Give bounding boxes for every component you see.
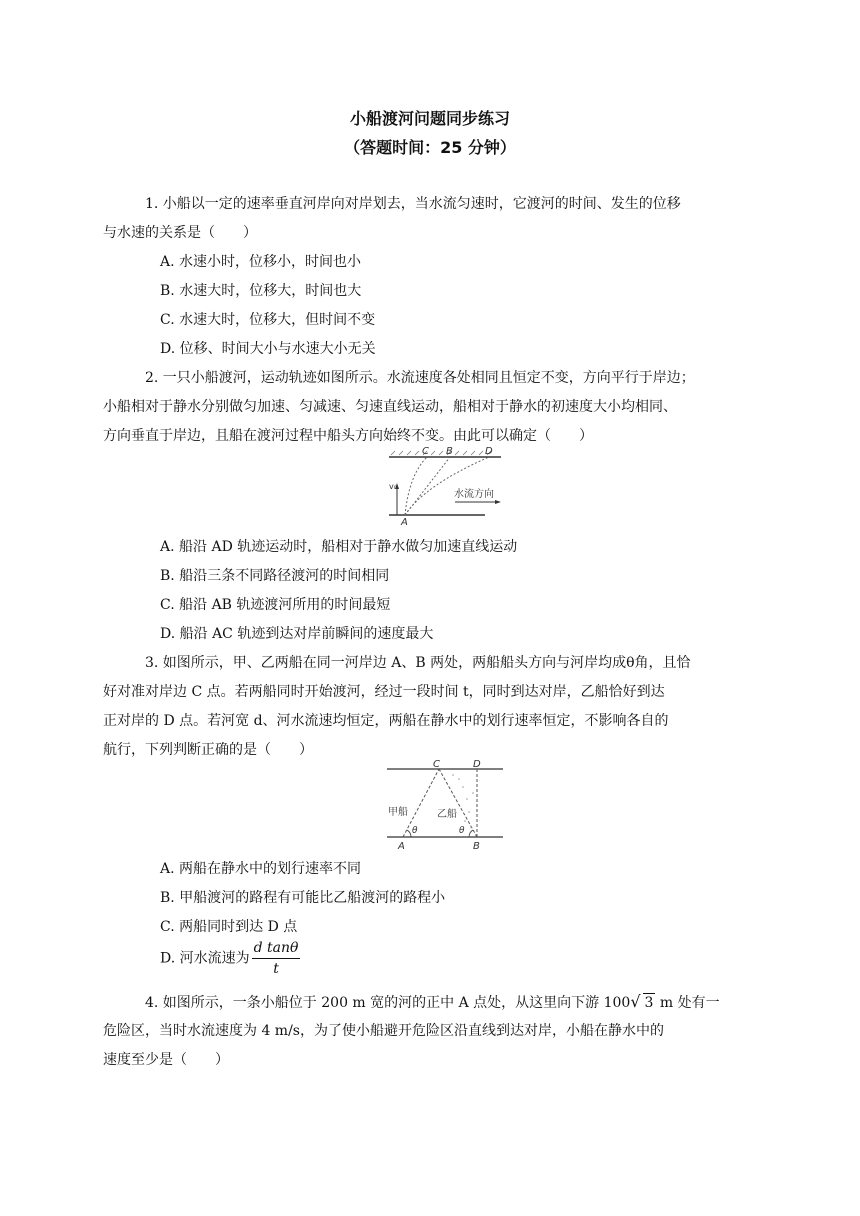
q3-fig-label-d: D [473, 759, 481, 770]
q3-fig-label-a: A [398, 841, 405, 852]
q2-fig-label-b: B [446, 446, 453, 457]
trajectory-ad [405, 457, 489, 515]
q3-option-d [160, 938, 300, 979]
q3-option-d-fraction [252, 938, 301, 979]
q3-option-d-denominator: t [273, 961, 279, 977]
q3-fig-label-jia: 甲船 [388, 807, 408, 818]
q3-option-d-prefix: D. 河水流速为 [160, 950, 250, 967]
q3-stem-line3: 正对岸的 D 点。若河宽 d、河水流速均恒定，两船在静水中的划行速率恒定，不影响各自的 [103, 713, 669, 729]
q2-fig-v0-label: v₀ [389, 482, 397, 491]
q1-option-d: D. 位移、时间大小与水速大小无关 [160, 341, 376, 357]
q2-stem-line2: 小船相对于静水分别做匀加速、匀减速、匀速直线运动，船相对于静水的初速度大小均相同、 [103, 399, 677, 415]
sqrt-icon: √ [630, 992, 641, 1011]
q4-stem-line3: 速度至少是（ ） [103, 1052, 229, 1068]
q1-stem-line2: 与水速的关系是（ ） [103, 225, 257, 241]
q3-fig-theta-a: θ [412, 826, 418, 836]
q2-fig-flow-label: 水流方向 [454, 489, 494, 500]
trajectory-ab [405, 457, 450, 515]
q2-stem-line1: 2. 一只小船渡河，运动轨迹如图所示。水流速度各处相同且恒定不变，方向平行于岸边； [145, 370, 695, 386]
q3-option-a: A. 两船在静水中的划行速率不同 [160, 861, 362, 877]
q3-stem-line1: 3. 如图所示，甲、乙两船在同一河岸边 A、B 两处，两船船头方向与河岸均成θ角，且恰 [145, 655, 691, 671]
q2-option-d: D. 船沿 AC 轨迹到达对岸前瞬间的速度最大 [160, 626, 434, 642]
q3-option-c: C. 两船同时到达 D 点 [160, 919, 298, 935]
q2-figure-river-trajectories [385, 445, 505, 527]
q1-option-a: A. 水速小时，位移小，时间也小 [160, 254, 362, 270]
q3-figure-two-boats [383, 757, 505, 853]
q2-option-c: C. 船沿 AB 轨迹渡河所用的时间最短 [160, 597, 391, 613]
q3-fig-label-yi: 乙船 [437, 809, 457, 820]
q1-option-c: C. 水速大时，位移大，但时间不变 [160, 312, 376, 328]
q3-fig-label-b: B [473, 841, 480, 852]
q3-option-b: B. 甲船渡河的路程有可能比乙船渡河的路程小 [160, 890, 446, 906]
page-subtitle: （答题时间：25 分钟） [344, 138, 516, 157]
q3-fig-theta-b: θ [459, 826, 465, 836]
q2-stem-line3: 方向垂直于岸边，且船在渡河过程中船头方向始终不变。由此可以确定（ ） [103, 428, 593, 444]
q4-stem-line1 [145, 993, 720, 1012]
page-title: 小船渡河问题同步练习 [349, 109, 510, 128]
q4-stem-line1-c: m 处有一 [655, 995, 720, 1011]
q4-stem-line1-a: 4. 如图所示，一条小船位于 200 m 宽的河的正中 A 点处，从这里向下游 100 [145, 995, 631, 1011]
q4-sqrt-radicand: 3 [644, 995, 654, 1011]
q2-fig-label-d: D [485, 446, 493, 457]
q2-fig-label-a: A [401, 517, 408, 527]
q2-fig-label-c: C [422, 446, 429, 457]
q2-option-b: B. 船沿三条不同路径渡河的时间相同 [160, 568, 390, 584]
q2-option-a: A. 船沿 AD 轨迹运动时，船相对于静水做匀加速直线运动 [160, 539, 518, 555]
trajectory-ac [405, 457, 427, 515]
q1-stem-line1: 1. 小船以一定的速率垂直河岸向对岸划去，当水流匀速时，它渡河的时间、发生的位移 [145, 196, 681, 212]
q3-stem-line4: 航行，下列判断正确的是（ ） [103, 742, 313, 758]
q3-stem-line2: 好对准对岸边 C 点。若两船同时开始渡河，经过一段时间 t，同时到达对岸，乙船恰好到达 [103, 684, 665, 700]
q3-option-d-numerator: d tanθ [252, 938, 301, 959]
q3-fig-label-c: C [433, 759, 440, 770]
q1-option-b: B. 水速大时，位移大，时间也大 [160, 283, 362, 299]
q4-stem-line2: 危险区，当时水流速度为 4 m/s，为了使小船避开危险区沿直线到达对岸，小船在静水中的 [103, 1023, 664, 1039]
